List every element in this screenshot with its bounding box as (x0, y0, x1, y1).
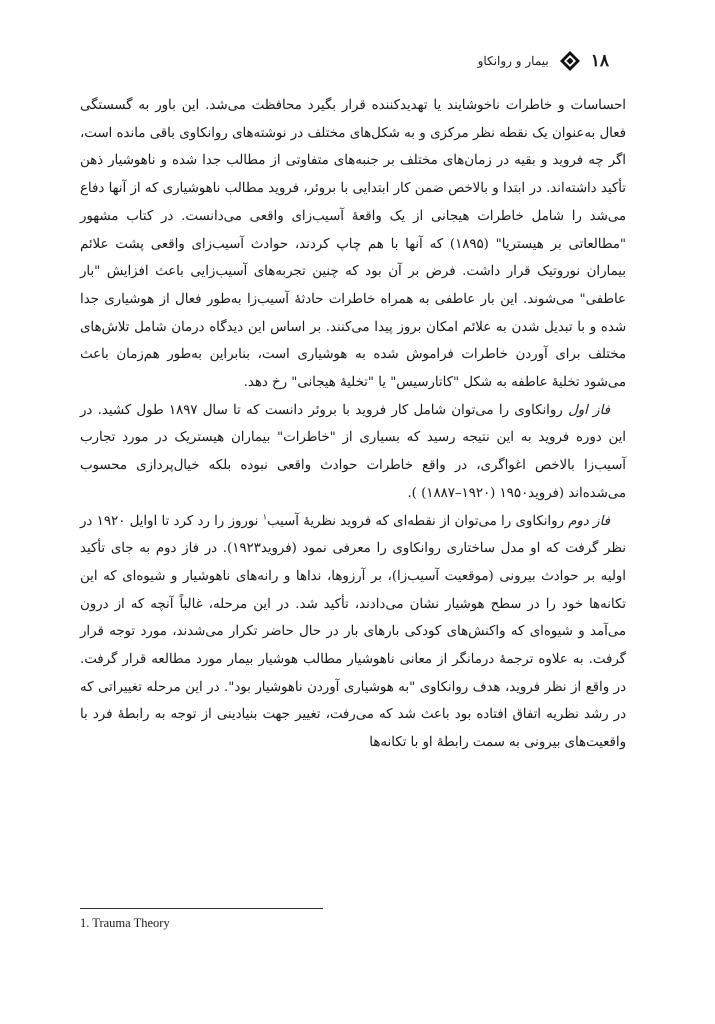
page-number: ۱۸ (590, 51, 609, 71)
footnote-rule (80, 908, 323, 909)
paragraph-text: روانکاوی را می‌توان شامل کار فروید با بروئر دانست که تا سال ۱۸۹۷ طول کشید. در این دوره فروید به این نتیجه رسید که بسیاری از "خاطرات" بیماران هیستریک در مورد تجارب آسیب‌زا بالاخص اغواگری، در واقع خاطرات حوادث واقعی نبوده بلکه خیال‌پردازی محسوب می‌شده‌اند (فروید۱۹۵۰ (۱۹۲۰–۱۸۸۷) ). (80, 402, 626, 501)
paragraph-1 (80, 92, 626, 397)
diamond-ornament-icon (559, 50, 581, 72)
paragraph-lead: فاز دوم (568, 513, 610, 529)
paragraph-text: احساسات و خاطرات ناخوشایند یا تهدیدکننده قرار بگیرد محافظت می‌شد. این باور به گسستگی فعال به‌عنوان یک نقطه نظر مرکزی و به شکل‌های مختلف در نوشته‌های روانکاوی باقی مانده است، اگر چه فروید و بقیه در زمان‌های مختلف بر جنبه‌های متفاوتی از مطالب جدا شده و ناهوشیار ذهن تأکید داشته‌اند. در ابتدا و بالاخص ضمن کار ابتدایی با بروئر، فروید مطالب ناهوشیاری که از آنها دفاع می‌شد را شامل خاطرات هیجانی از یک واقعهٔ آسیب‌زای واقعی می‌دانست. در کتاب مشهور "مطالعاتی بر هیستریا" (۱۸۹۵) که آنها با هم چاپ کردند، حوادث آسیب‌زای واقعی پشت علائم بیماران نوروتیک قرار داشت. فرض بر آن بود که چنین تجربه‌های آسیب‌زایی باعث افزایش "بار عاطفی" می‌شوند. این بار عاطفی به همراه خاطرات حادثهٔ آسیب‌زا به‌طور فعال از هوشیاری جدا شده و با تبدیل شدن به علائم امکان بروز پیدا می‌کنند. بر اساس این دیدگاه درمان شامل تلاش‌های مختلف برای آوردن خاطرات فراموش شده به هوشیاری است، بنابراین به‌طور هم‌زمان باعث می‌شود تخلیهٔ عاطفه به شکل "کاتارسیس" یا "تخلیهٔ هیجانی" رخ دهد. (80, 98, 626, 391)
running-head (478, 50, 609, 72)
paragraph-3 (80, 508, 626, 757)
body-text (80, 92, 626, 757)
paragraph-2 (80, 397, 626, 508)
footnote: 1. Trauma Theory (80, 916, 170, 930)
paragraph-lead: فاز اول (568, 402, 610, 418)
footnote-marker: ۱ (262, 512, 267, 522)
book-title: بیمار و روانکاو (477, 54, 549, 68)
paragraph-text: روانکاوی را می‌توان از نقطه‌ای که فروید نظریهٔ آسیب (266, 513, 569, 529)
paragraph-text-continued: نوروز را رد کرد تا اوایل ۱۹۲۰ در نظر گرفت که او مدل ساختاری روانکاوی را معرفی نمود (فروید۱۹۲۳). در فاز دوم به جای تأکید اولیه بر حوادث بیرونی (موقعیت آسیب‌زا)، بر آرزوها، نداها و رانه‌های ناهوشیار و شیوه‌ای که این تکانه‌ها خود را در سطح هوشیار نشان می‌دادند، تأکید شد. در این مرحله، غالباً آنچه که از درون می‌آمد و شیوه‌ای که واکنش‌های کودکی بارهای بار در حال حاضر تکرار می‌شدند، مورد توجه قرار گرفت. به علاوه ترجمهٔ درمانگر از معانی ناهوشیار مطالب هوشیار بیمار مورد مطالعه قرار گرفت. در واقع از نظر فروید، هدف روانکاوی "به هوشیاری آوردن ناهوشیار بود". در این مرحله تغییراتی که در رشد نظریه اتفاق افتاده بود باعث شد که می‌رفت، تغییر جهت بنیادینی از توجه به رابطهٔ فرد با واقعیت‌های بیرونی به سمت رابطهٔ او با تکانه‌ها (80, 513, 626, 751)
